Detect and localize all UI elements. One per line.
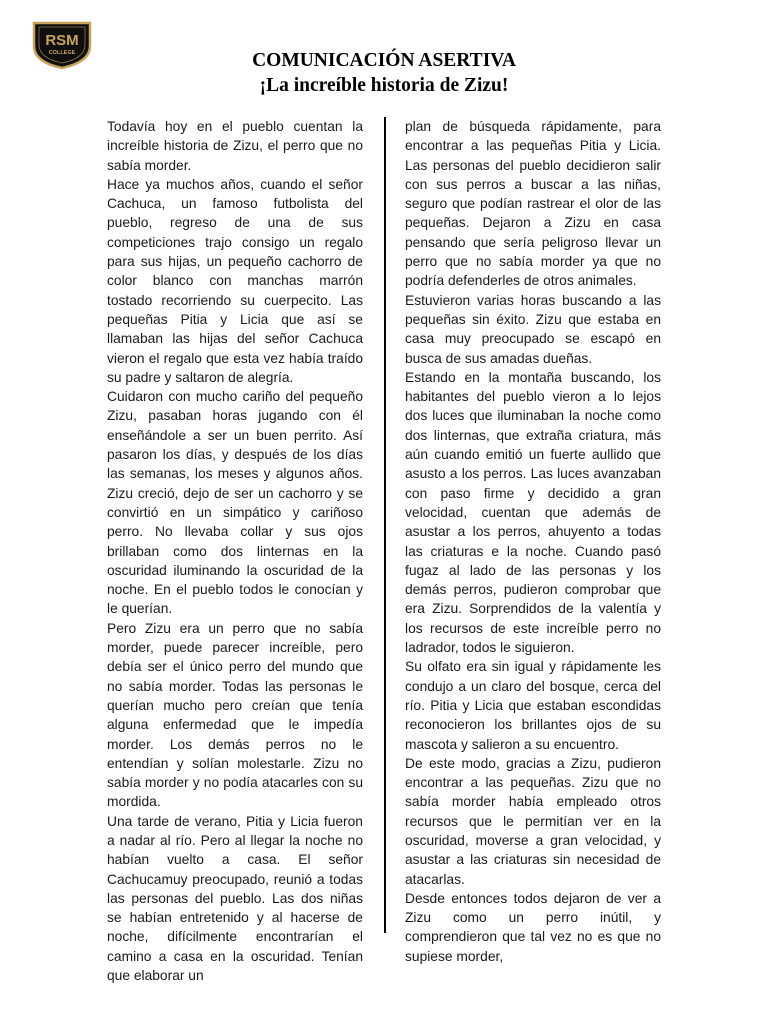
column-divider bbox=[384, 117, 386, 933]
shield-icon bbox=[31, 20, 93, 70]
paragraph: De este modo, gracias a Zizu, pudieron encontrar a las pequeñas. Zizu que no sabía morder había empleado otros recursos que le permitían ver en la oscuridad, moverse a gran velocidad, y asustar a las criaturas sin necesidad de atacarlas. bbox=[405, 755, 661, 887]
story-body bbox=[107, 117, 663, 984]
paragraph: Pero Zizu era un perro que no sabía morder, puede parecer increíble, pero debía ser el único perro del mundo que no sabía morder. Todas las personas le querían mucho pero creían que tenía alguna enfermedad que le impedía morder. Los demás perros no le entendían y solían molestarle. Zizu no sabía morder y no podía atacarles con su mordida. bbox=[107, 620, 363, 810]
rsm-college-logo bbox=[31, 20, 93, 70]
paragraph: Estuvieron varias horas buscando a las pequeñas sin éxito. Zizu que estaba en casa muy preocupado se escapó en busca de sus amadas dueñas. bbox=[405, 292, 661, 366]
paragraph: Cuidaron con mucho cariño del pequeño Zizu, pasaban horas jugando con él enseñándole a ser un buen perrito. Así pasaron los días, y después de los días las semanas, los meses y algunos años. Zizu creció, dejo de ser un cachorro y se convirtió en un simpático y cariñoso perro. No llevaba collar y sus ojos brillaban como dos linternas en la oscuridad iluminando la oscuridad de la noche. En el pueblo todos le conocían y le querían. bbox=[107, 389, 363, 617]
logo-subtext: COLLEGE bbox=[48, 50, 76, 56]
paragraph: Estando en la montaña buscando, los habitantes del pueblo vieron a lo lejos dos luces que iluminaban la noche como dos linternas, que extraña criatura, más aún cuando emitió un fuerte aullido que asusto a los perros. Las luces avanzaban con paso firme y decidido a gran velocidad, cuentan que además de asustar a los perros, ahuyento a todas las criaturas e la noche. Cuando pasó fugaz al lado de las personas y los demás perros, pudieron comprobar que era Zizu. Sorprendidos de la valentía y los recursos de este increíble perro no ladrador, todos le siguieron. bbox=[405, 369, 661, 656]
left-column bbox=[107, 117, 363, 985]
paragraph: plan de búsqueda rápidamente, para encontrar a las pequeñas Pitia y Licia. Las personas del pueblo decidieron salir con sus perros a buscar a las niñas, seguro que podían rastrear el olor de las pequeñas. Dejaron a Zizu en casa pensando que sería peligroso llevar un perro que no sabía morder ya que no podría defenderles de otros animales. bbox=[405, 119, 661, 289]
paragraph: Hace ya muchos años, cuando el señor Cachuca, un famoso futbolista del pueblo, regreso de una de sus competiciones trajo consigo un regalo para sus hijas, un pequeño cachorro de color blanco con manchas marrón tostado recorriendo su cuerpecito. Las pequeñas Pitia y Licia que así se llamaban las hijas del señor Cachuca vieron el regalo que esta vez había traído su padre y saltaron de alegría. bbox=[107, 176, 363, 385]
document-header bbox=[130, 48, 638, 98]
paragraph: Desde entonces todos dejaron de ver a Zizu como un perro inútil, y comprendieron que tal vez no es que no supiese morder, bbox=[405, 890, 661, 964]
paragraph: Una tarde de verano, Pitia y Licia fueron a nadar al río. Pero al llegar la noche no habían vuelto a casa. El señor Cachucamuy preocupado, reunió a todas las personas del pueblo. Las dos niñas se habían entretenido y al hacerse de noche, difícilmente encontrarían el camino a casa en la oscuridad. Tenían que elaborar un bbox=[107, 813, 363, 984]
logo-text: RSM bbox=[45, 32, 79, 49]
document-subtitle: ¡La increíble historia de Zizu! bbox=[259, 75, 509, 96]
paragraph: Su olfato era sin igual y rápidamente les condujo a un claro del bosque, cerca del río. Pitia y Licia que estaban escondidas reconocieron los brillantes ojos de su mascota y salieron a su encuentro. bbox=[405, 659, 661, 752]
document-title: COMUNICACIÓN ASERTIVA bbox=[252, 50, 516, 71]
right-column bbox=[405, 117, 661, 966]
paragraph: Todavía hoy en el pueblo cuentan la increíble historia de Zizu, el perro que no sabía morder. bbox=[107, 119, 363, 173]
